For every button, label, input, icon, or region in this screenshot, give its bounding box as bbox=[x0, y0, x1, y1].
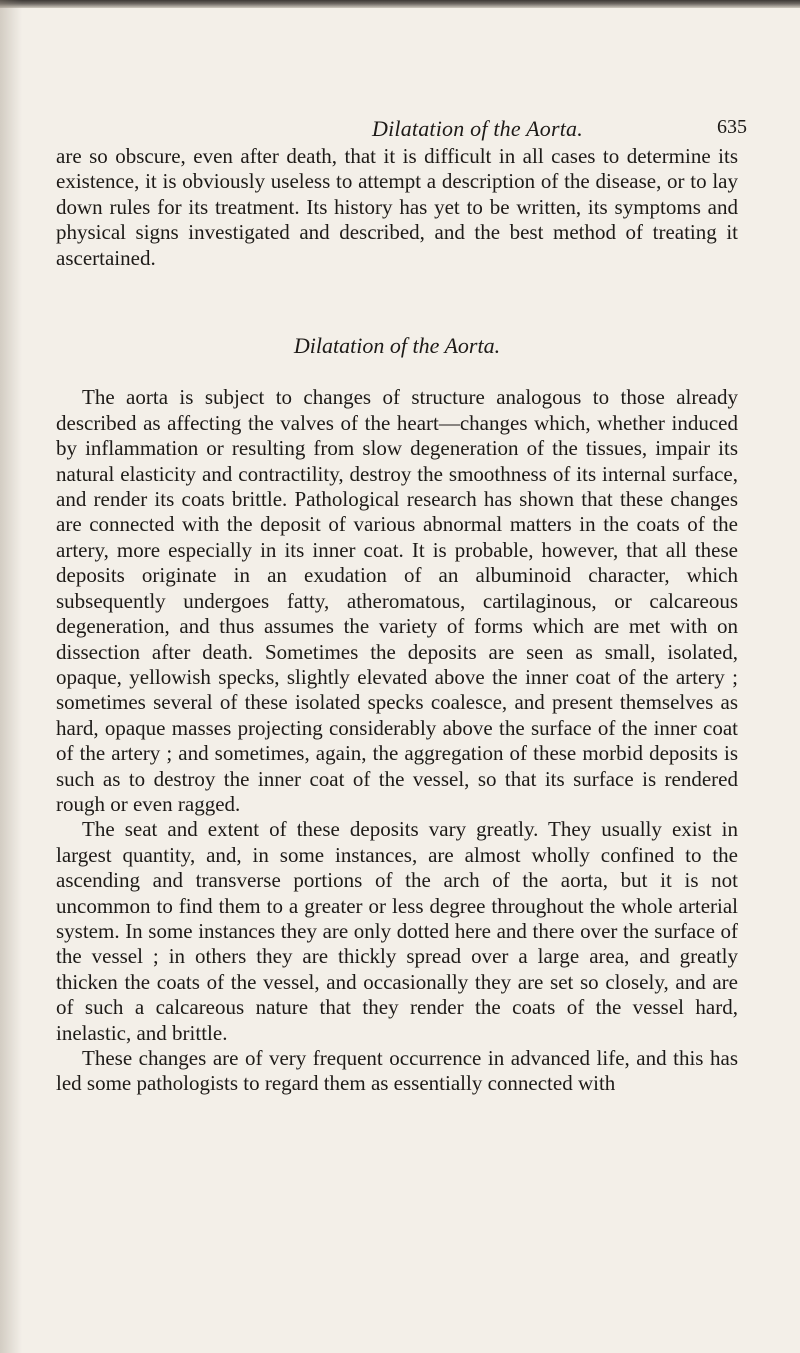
paragraph-1: The aorta is subject to changes of structure analogous to those already described as affecting the valves of the heart—changes which, whether induced by inflammation or resulting from slow degeneration of the tissues, impair its natural elasticity and contractility, destroy the smoothness of its internal surface, and render its coats brittle. Pathological research has shown that these changes are connected with the deposit of various abnormal matters in the coats of the artery, more especially in its inner coat. It is probable, however, that all these deposits originate in an exudation of an albuminoid character, which subsequently undergoes fatty, atheromatous, cartilaginous, or calcareous degeneration, and thus assumes the variety of forms which are met with on dissection after death. Sometimes the deposits are seen as small, isolated, opaque, yellowish specks, slightly elevated above the inner coat of the artery ; sometimes several of these isolated specks coalesce, and present themselves as hard, opaque masses projecting considerably above the surface of the inner coat of the artery ; and sometimes, again, the aggregation of these morbid deposits is such as to destroy the inner coat of the vessel, so that its surface is rendered rough or even ragged. bbox=[56, 385, 738, 816]
paragraph-2: The seat and extent of these deposits vary greatly. They usually exist in largest quantity, and, in some instances, are almost wholly confined to the ascending and transverse portions of the arch of the aorta, but it is not uncommon to find them to a greater or less degree throughout the whole arterial system. In some instances they are only dotted here and there over the surface of the vessel ; in others they are thickly spread over a large area, and greatly thicken the coats of the vessel, and occasionally they are set so closely, and are of such a calcareous nature that they render the coats of the vessel hard, inelastic, and brittle. bbox=[56, 817, 738, 1045]
running-head bbox=[0, 110, 800, 144]
page-number: 635 bbox=[717, 116, 747, 138]
running-title: Dilatation of the Aorta. bbox=[372, 116, 583, 141]
section-title: Dilatation of the Aorta. bbox=[293, 333, 501, 359]
intro-paragraph: are so obscure, even after death, that it is difficult in all cases to determine its existence, it is obviously useless to attempt a description of the disease, or to lay down rules for its treatment. Its history has yet to be written, its symptoms and physical signs investigated and described, and the best method of treating it ascertained. bbox=[56, 144, 738, 270]
paragraph-3: These changes are of very frequent occurrence in advanced life, and this has led some pathologists to regard them as essentially connected with bbox=[56, 1046, 738, 1096]
page-gutter-shadow bbox=[0, 0, 22, 1353]
page-top-edge bbox=[0, 0, 800, 8]
body-text bbox=[56, 144, 738, 1097]
